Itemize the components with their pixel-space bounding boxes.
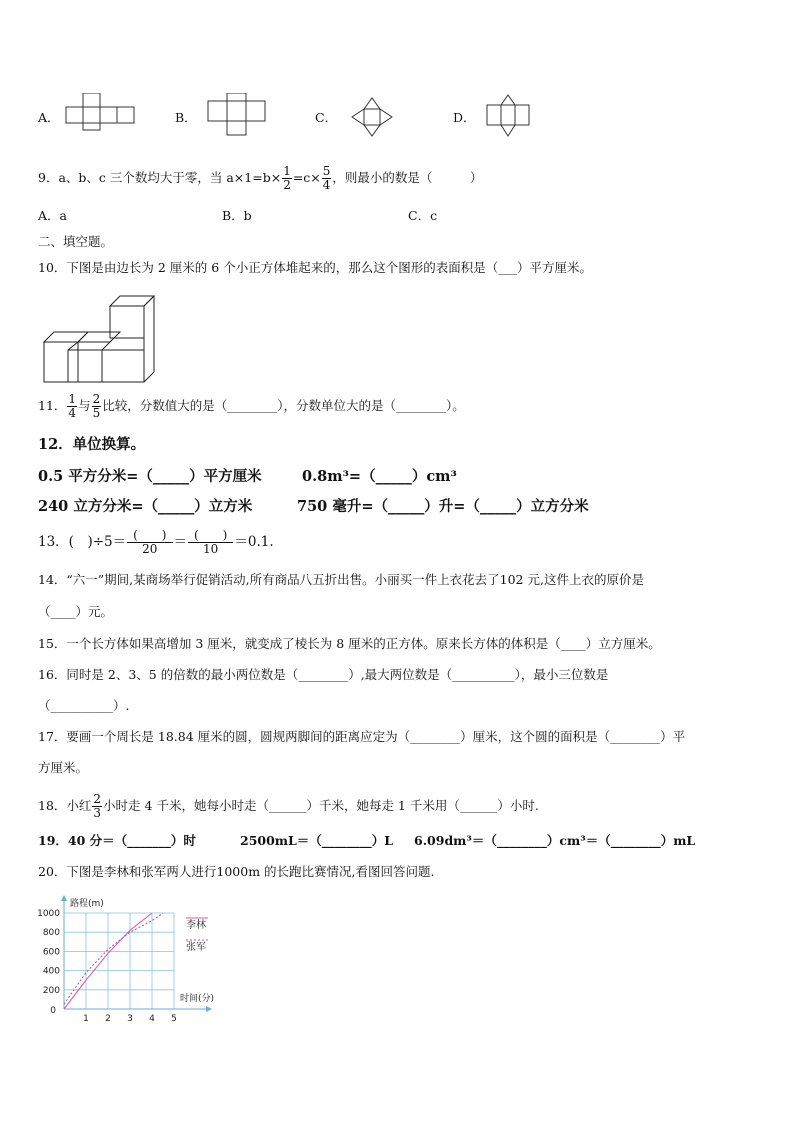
- q8-option-d-label: D．: [453, 110, 476, 125]
- chart-x-tick-2: 2: [105, 1014, 111, 1024]
- chart-legend: [186, 918, 208, 953]
- q10-stem: 10．下图是由边长为 2 厘米的 6 个小正方体堆起来的，那么这个图形的表面积是（___）平方厘米。: [38, 260, 592, 275]
- chart-x-tick-3: 3: [127, 1014, 133, 1024]
- q12-line1a: 0.5 平方分米=（_____）平方厘米: [38, 468, 262, 485]
- q12-line2a: 240 立方分米=（_____）立方米: [38, 498, 253, 515]
- q11-stem: 11． $\frac{1}{4}$ 与 $\frac{2}{5}$ 比较，分数值大的是（________），分数单位大的是（________）。: [38, 392, 465, 420]
- chart-x-tick-5: 5: [171, 1014, 177, 1024]
- chart-series-line-1: [64, 913, 163, 1004]
- q8-option-b-net: [206, 93, 268, 137]
- q8-option-c-net: [350, 96, 396, 140]
- chart-y-tick-800: 800: [42, 928, 60, 939]
- chart-x-tick-1: 1: [83, 1014, 89, 1024]
- q15-stem: 15．一个长方体如果高增加 3 厘米，就变成了棱长为 8 厘米的正方体。原来长方体的体积是（____）立方厘米。: [38, 636, 661, 651]
- section-heading: 二、填空题。: [38, 234, 114, 249]
- chart-grid: [64, 913, 174, 1009]
- q19-part-b: 2500mL＝（________）L: [240, 833, 394, 848]
- chart-y-tick-600: 600: [42, 947, 60, 958]
- q9-stem: 9．a、b、c 三个数均大于零，当 a×1=b× $\frac{1}{2}$ =c× $\frac{5}{4}$ ，则最小的数是（ ）: [38, 164, 483, 192]
- q12-line2b: 750 毫升=（_____）升=（_____）立方分米: [297, 498, 589, 515]
- chart-y-axis-label: 路程(m): [70, 899, 104, 909]
- q14-stem-line2: （____）元。: [38, 604, 114, 619]
- q8-option-c-label: C．: [315, 110, 338, 125]
- q19-part-c: 6.09dm³＝（________）cm³＝（________）mL: [414, 833, 696, 848]
- q17-stem-line2: 方厘米。: [38, 760, 89, 775]
- race-distance-time-chart: [30, 893, 260, 1028]
- chart-legend-label-1: 张军: [186, 942, 206, 953]
- q20-stem: 20．下图是李林和张军两人进行1000m 的长跑比赛情况,看图回答问题.: [38, 864, 435, 879]
- q9-option-c: C．c: [408, 208, 438, 223]
- chart-x-axis-label: 时间(分): [180, 994, 215, 1004]
- q9-option-a: A．a: [38, 208, 67, 223]
- q8-option-d-net: [484, 93, 532, 139]
- q19-part-a: 19．40 分＝（_______）时: [38, 833, 196, 848]
- chart-legend-label-0: 李林: [186, 920, 206, 931]
- chart-series: [64, 913, 163, 1009]
- q10-cube-stack-figure: [40, 292, 166, 388]
- q16-stem-line1: 16．同时是 2、3、5 的倍数的最小两位数是（________）,最大两位数是（__________），最小三位数是: [38, 667, 609, 682]
- q14-stem-line1: 14．“六一”期间,某商场举行促销活动,所有商品八五折出售。小丽买一件上衣花去了102 元,这件上衣的原价是: [38, 572, 644, 587]
- q18-stem: 18．小红 $\frac{2}{3}$ 小时走 4 千米，她每小时走（______）千米，她每走 1 千米用（______）小时.: [38, 792, 539, 820]
- q13-stem: 13．( )÷5＝ $\frac{( )}{20}$ ＝ $\frac{( )}{10}$ ＝0.1.: [38, 528, 274, 556]
- chart-y-tick-400: 400: [42, 966, 60, 977]
- q12-title: 12．单位换算。: [38, 436, 146, 453]
- q8-option-b-label: B．: [175, 110, 197, 125]
- q17-stem-line1: 17．要画一个周长是 18.84 厘米的圆，圆规两脚间的距离应定为（________）厘米，这个圆的面积是（________）平: [38, 729, 686, 744]
- chart-x-tick-labels: [83, 1014, 177, 1024]
- q8-option-a-net: [64, 93, 138, 131]
- chart-origin-label: 0: [50, 1006, 56, 1016]
- q9-option-b: B．b: [222, 208, 252, 223]
- chart-x-tick-4: 4: [149, 1014, 155, 1024]
- chart-y-tick-labels: [37, 909, 60, 996]
- q16-stem-line2: （__________）.: [38, 698, 130, 713]
- q12-line1b: 0.8m³=（_____）cm³: [302, 468, 457, 485]
- chart-y-tick-200: 200: [42, 985, 60, 996]
- chart-y-tick-1000: 1000: [37, 909, 60, 919]
- q8-option-a-label: A．: [38, 110, 60, 125]
